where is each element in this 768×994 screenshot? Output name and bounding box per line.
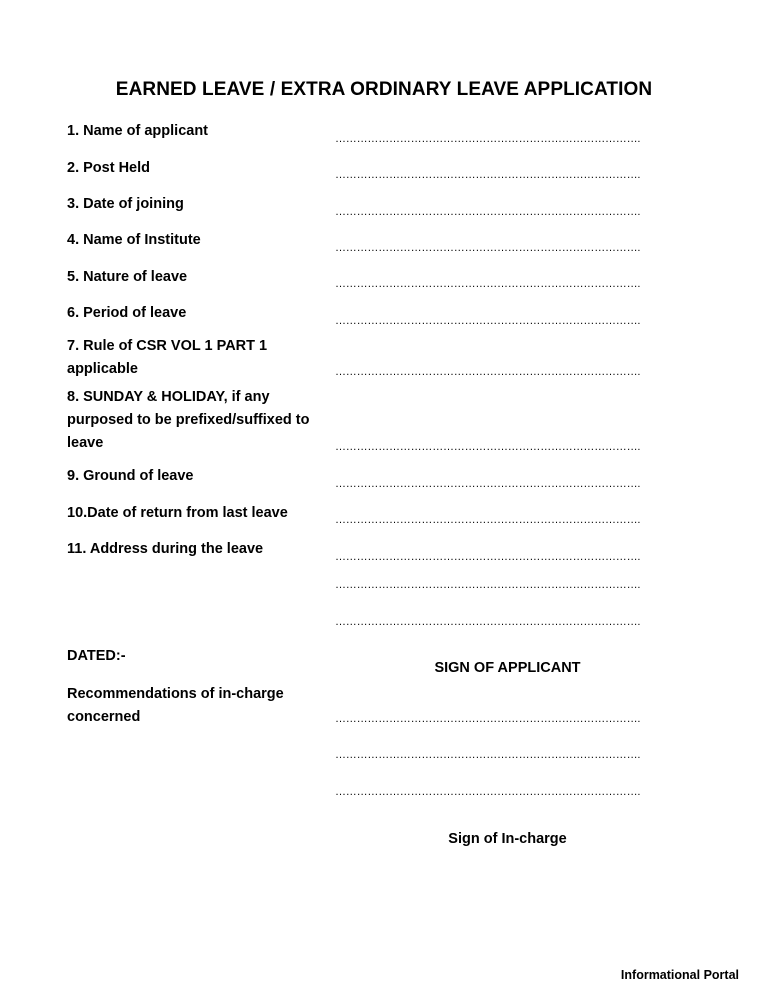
field-label-applicant-name: 1. Name of applicant bbox=[67, 123, 209, 139]
blank-csr-rule[interactable]: …………………………………………………………………………. bbox=[335, 366, 641, 378]
blank-period-of-leave[interactable]: …………………………………………………………………………. bbox=[335, 315, 641, 327]
blank-applicant-name[interactable]: …………………………………………………………………………. bbox=[335, 133, 641, 145]
blank-recommendation-line-2[interactable]: …………………………………………………………………………. bbox=[335, 749, 641, 761]
blank-address-line-2[interactable]: …………………………………………………………………………. bbox=[335, 579, 641, 591]
field-label-date-of-joining: 3. Date of joining bbox=[67, 196, 184, 212]
dated-label: DATED:- bbox=[67, 648, 126, 664]
recommendations-label: Recommendations of in-charge concerned bbox=[67, 686, 284, 725]
field-label-csr-rule: 7. Rule of CSR VOL 1 PART 1 applicable bbox=[67, 338, 268, 377]
page-title: EARNED LEAVE / EXTRA ORDINARY LEAVE APPLICATION bbox=[115, 79, 653, 100]
blank-recommendation-line-1[interactable]: …………………………………………………………………………. bbox=[335, 713, 641, 725]
field-label-sunday-holiday: 8. SUNDAY & HOLIDAY, if any purposed to be prefixed/suffixed to leave bbox=[67, 389, 310, 451]
field-label-institute-name: 4. Name of Institute bbox=[67, 232, 201, 248]
blank-return-date[interactable]: …………………………………………………………………………. bbox=[335, 514, 641, 526]
field-label-nature-of-leave: 5. Nature of leave bbox=[67, 269, 188, 285]
blank-date-of-joining[interactable]: …………………………………………………………………………. bbox=[335, 206, 641, 218]
blank-ground-of-leave[interactable]: …………………………………………………………………………. bbox=[335, 478, 641, 490]
blank-address-line-3[interactable]: …………………………………………………………………………. bbox=[335, 616, 641, 628]
sign-of-incharge-label: Sign of In-charge bbox=[448, 831, 567, 847]
field-label-address: 11. Address during the leave bbox=[67, 541, 264, 557]
blank-institute-name[interactable]: …………………………………………………………………………. bbox=[335, 242, 641, 254]
field-label-period-of-leave: 6. Period of leave bbox=[67, 305, 187, 321]
blank-recommendation-line-3[interactable]: …………………………………………………………………………. bbox=[335, 786, 641, 798]
blank-address-line-1[interactable]: …………………………………………………………………………. bbox=[335, 551, 641, 563]
blank-sunday-holiday[interactable]: …………………………………………………………………………. bbox=[335, 441, 641, 453]
blank-post-held[interactable]: …………………………………………………………………………. bbox=[335, 169, 641, 181]
footer-brand: Informational Portal bbox=[620, 968, 739, 982]
field-label-ground-of-leave: 9. Ground of leave bbox=[67, 468, 194, 484]
field-label-post-held: 2. Post Held bbox=[67, 160, 150, 176]
field-label-return-date: 10.Date of return from last leave bbox=[67, 505, 288, 521]
blank-nature-of-leave[interactable]: …………………………………………………………………………. bbox=[335, 278, 641, 290]
sign-of-applicant-label: SIGN OF APPLICANT bbox=[434, 660, 581, 676]
